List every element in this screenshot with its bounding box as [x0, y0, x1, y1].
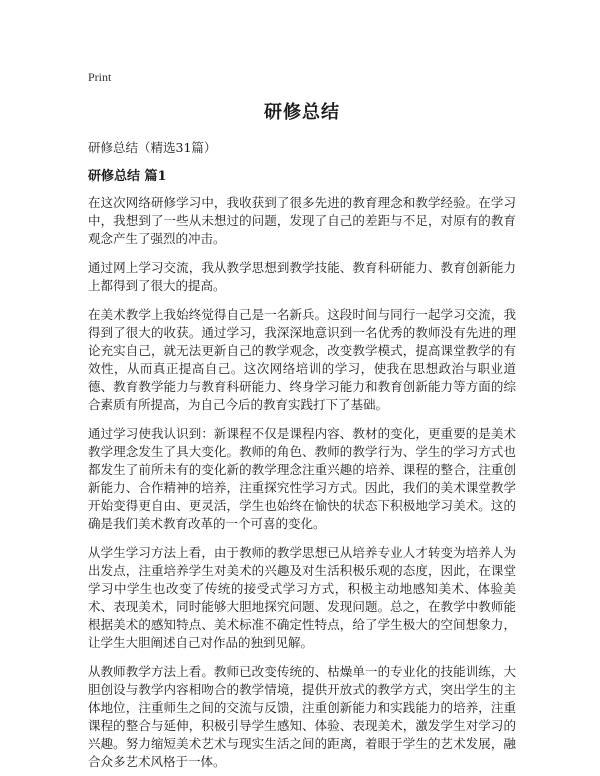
section-heading: 研修总结 篇1 [88, 169, 167, 184]
paragraph-5: 从学生学习方法上看，由于教师的教学思想已从培养专业人才转变为培养人为出发点，注重培养学生对美术的兴趣及对生活积极乐观的态度，因此，在课堂学习中学生也改变了传统的接受式学习方式，积极主动地感知美术、体验美术、表现美术，同时能够大胆地探究问题、发现问题。总之，在教学中教师能根据美术的感知特点、美术标准不确定性特点，给了学生极大的空间想象力，让学生大胆阐述自己对作品的独到见解。 [88, 545, 516, 650]
paragraph-3: 在美术教学上我始终觉得自己是一名新兵。这段时间与同行一起学习交流，我得到了很大的收获。通过学习，我深深地意识到一名优秀的教师没有先进的理论充实自己，就无法更新自己的教学观念，改变教学模式，提高课堂教学的有效性，从而真正提高自己。这次网络培训的学习，使我在思想政治与职业道德、教育教学能力与教育科研能力、终身学习能力和教育创新能力等方面的综合素质有所提高，为自己今后的教育实践打下了基础。 [88, 307, 516, 412]
document-title: 研修总结 [264, 102, 340, 123]
paragraph-1: 在这次网络研修学习中，我收获到了很多先进的教育理念和教学经验。在学习中，我想到了一些从未想过的问题，发现了自己的差距与不足，对原有的教育观念产生了强烈的冲击。 [88, 195, 516, 246]
document-subtitle: 研修总结（精选31篇） [88, 140, 217, 155]
paragraph-6: 从教师教学方法上看。教师已改变传统的、枯燥单一的专业化的技能训练，大胆创设与教学内容相吻合的教学情境，提供开放式的教学方式，突出学生的主体地位，注重师生之间的交流与反馈，注重创新能力和实践能力的培养，注重课程的整合与延伸，积极引导学生感知、体验、表现美术，激发学生对学习的兴趣。努力缩短美术艺术与现实生活之间的距离，着眼于学生的艺术发展，融合众多艺术风格于一体。 [88, 664, 516, 769]
paragraph-2: 通过网上学习交流，我从教学思想到教学技能、教育科研能力、教育创新能力上都得到了很大的提高。 [88, 260, 516, 293]
print-link[interactable]: Print [88, 70, 112, 84]
paragraph-4: 通过学习使我认识到：新课程不仅是课程内容、教材的变化，更重要的是美术教学理念发生了具大变化。教师的角色、教师的教学行为、学生的学习方式也都发生了前所未有的变化新的教学理念注重兴趣的培养、课程的整合，注重创新能力、合作精神的培养，注重探究性学习方式。因此，我们的美术课堂教学开始变得更自由、更灵活，学生也始终在愉快的状态下积极地学习美术。这的确是我们美术教育改革的一个可喜的变化。 [88, 426, 516, 531]
